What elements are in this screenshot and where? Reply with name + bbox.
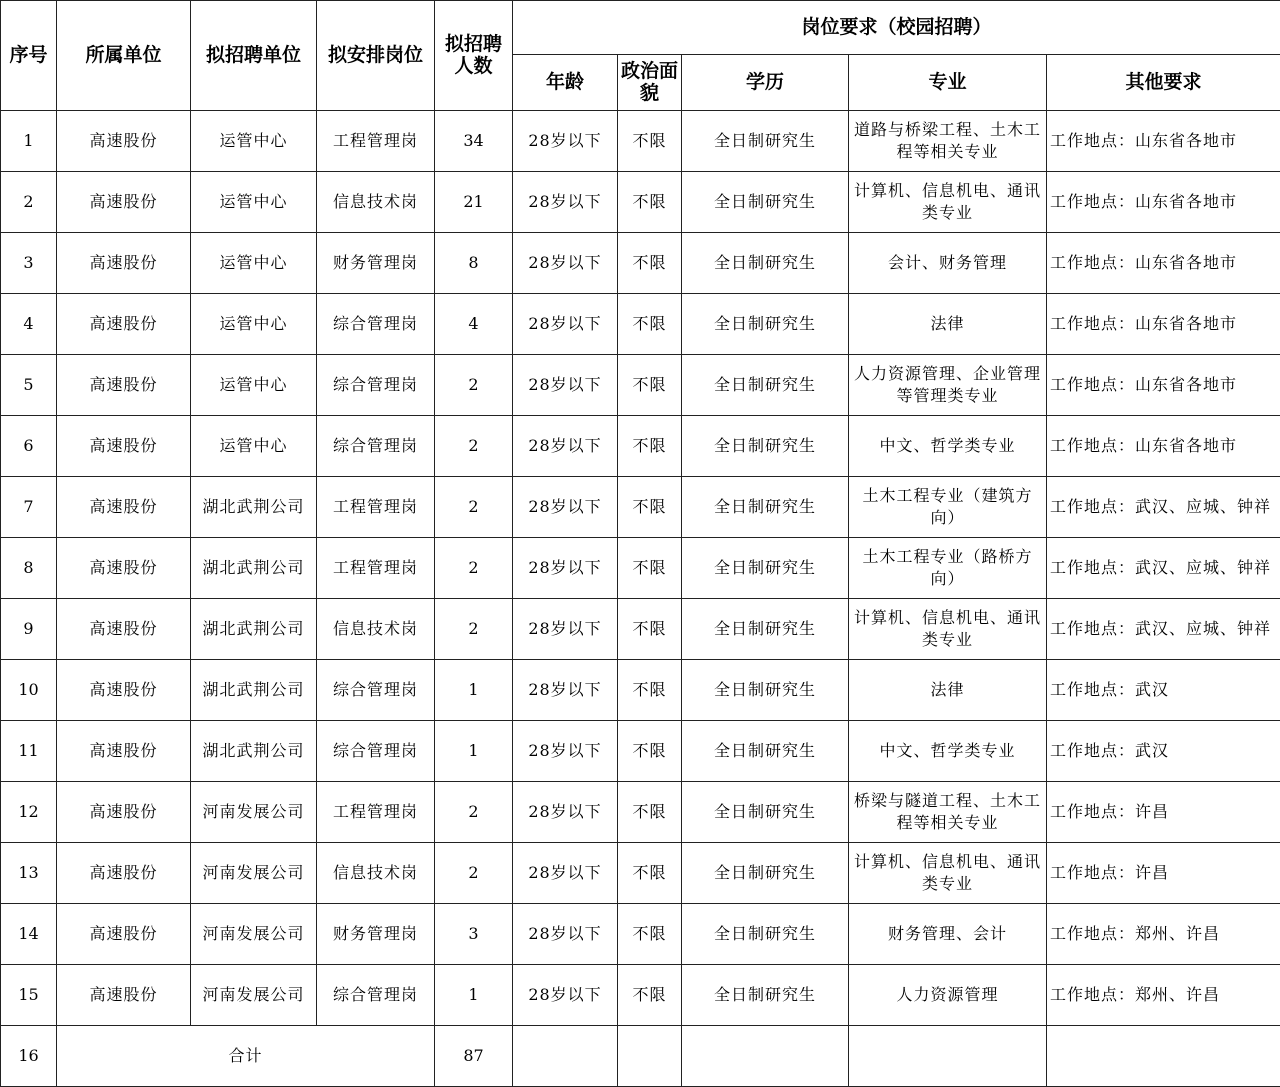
table-row	[1, 416, 1280, 477]
table-row	[1, 111, 1280, 172]
cell-other: 工作地点：山东省各地市	[1047, 111, 1280, 172]
cell-other: 工作地点：武汉、应城、钟祥	[1047, 477, 1280, 538]
cell-parent-unit: 高速股份	[57, 477, 191, 538]
cell-other: 工作地点：武汉、应城、钟祥	[1047, 538, 1280, 599]
cell-education: 全日制研究生	[682, 294, 849, 355]
cell-political-status: 不限	[618, 416, 682, 477]
header-count: 拟招聘人数	[435, 1, 513, 111]
cell-parent-unit: 高速股份	[57, 782, 191, 843]
cell-political-status: 不限	[618, 599, 682, 660]
cell-other: 工作地点：许昌	[1047, 843, 1280, 904]
cell-position: 综合管理岗	[317, 294, 435, 355]
cell-political-status: 不限	[618, 111, 682, 172]
cell-major: 会计、财务管理	[849, 233, 1047, 294]
cell-index: 9	[1, 599, 57, 660]
header-age: 年龄	[513, 55, 618, 111]
table-row	[1, 721, 1280, 782]
cell-age: 28岁以下	[513, 965, 618, 1026]
cell-parent-unit: 高速股份	[57, 965, 191, 1026]
cell-age: 28岁以下	[513, 782, 618, 843]
cell-index: 11	[1, 721, 57, 782]
cell-age: 28岁以下	[513, 843, 618, 904]
cell-hiring-unit: 运管中心	[191, 172, 317, 233]
cell-political-status: 不限	[618, 843, 682, 904]
cell-hiring-unit: 湖北武荆公司	[191, 477, 317, 538]
cell-count: 2	[435, 843, 513, 904]
cell-education: 全日制研究生	[682, 843, 849, 904]
cell-age: 28岁以下	[513, 172, 618, 233]
header-political-status: 政治面貌	[618, 55, 682, 111]
cell-position: 综合管理岗	[317, 355, 435, 416]
cell-count: 2	[435, 477, 513, 538]
cell-political-status: 不限	[618, 172, 682, 233]
cell-index: 6	[1, 416, 57, 477]
cell-education: 全日制研究生	[682, 538, 849, 599]
cell-age: 28岁以下	[513, 111, 618, 172]
table-row	[1, 172, 1280, 233]
cell-age: 28岁以下	[513, 416, 618, 477]
cell-parent-unit: 高速股份	[57, 721, 191, 782]
table-body	[1, 111, 1280, 1026]
cell-index: 3	[1, 233, 57, 294]
cell-count: 2	[435, 599, 513, 660]
total-count: 87	[435, 1026, 513, 1087]
cell-count: 8	[435, 233, 513, 294]
table-footer	[1, 1026, 1280, 1087]
cell-index: 12	[1, 782, 57, 843]
cell-hiring-unit: 运管中心	[191, 111, 317, 172]
cell-count: 3	[435, 904, 513, 965]
cell-count: 2	[435, 355, 513, 416]
cell-position: 财务管理岗	[317, 233, 435, 294]
cell-age: 28岁以下	[513, 904, 618, 965]
cell-major: 桥梁与隧道工程、土木工程等相关专业	[849, 782, 1047, 843]
cell-position: 信息技术岗	[317, 172, 435, 233]
cell-education: 全日制研究生	[682, 111, 849, 172]
cell-hiring-unit: 河南发展公司	[191, 904, 317, 965]
cell-age: 28岁以下	[513, 355, 618, 416]
cell-political-status: 不限	[618, 477, 682, 538]
cell-major: 计算机、信息机电、通讯类专业	[849, 172, 1047, 233]
cell-position: 工程管理岗	[317, 111, 435, 172]
cell-parent-unit: 高速股份	[57, 904, 191, 965]
table-row	[1, 660, 1280, 721]
total-row	[1, 1026, 1280, 1087]
cell-age: 28岁以下	[513, 599, 618, 660]
cell-education: 全日制研究生	[682, 233, 849, 294]
table-row	[1, 843, 1280, 904]
cell-parent-unit: 高速股份	[57, 660, 191, 721]
cell-political-status: 不限	[618, 660, 682, 721]
cell-age: 28岁以下	[513, 721, 618, 782]
cell-political-status: 不限	[618, 233, 682, 294]
cell-parent-unit: 高速股份	[57, 294, 191, 355]
cell-other: 工作地点：山东省各地市	[1047, 172, 1280, 233]
table-row	[1, 904, 1280, 965]
cell-age: 28岁以下	[513, 477, 618, 538]
cell-parent-unit: 高速股份	[57, 233, 191, 294]
cell-major: 中文、哲学类专业	[849, 721, 1047, 782]
header-index: 序号	[1, 1, 57, 111]
cell-hiring-unit: 运管中心	[191, 416, 317, 477]
cell-education: 全日制研究生	[682, 782, 849, 843]
table-row	[1, 965, 1280, 1026]
cell-major: 法律	[849, 294, 1047, 355]
cell-hiring-unit: 河南发展公司	[191, 843, 317, 904]
cell-hiring-unit: 湖北武荆公司	[191, 538, 317, 599]
cell-parent-unit: 高速股份	[57, 172, 191, 233]
table-header	[1, 1, 1280, 111]
cell-index: 4	[1, 294, 57, 355]
cell-other: 工作地点：山东省各地市	[1047, 416, 1280, 477]
cell-index: 8	[1, 538, 57, 599]
cell-parent-unit: 高速股份	[57, 538, 191, 599]
cell-major: 财务管理、会计	[849, 904, 1047, 965]
total-empty-cell	[849, 1026, 1047, 1087]
cell-index: 5	[1, 355, 57, 416]
cell-count: 1	[435, 965, 513, 1026]
table-row	[1, 355, 1280, 416]
cell-political-status: 不限	[618, 904, 682, 965]
table-row	[1, 782, 1280, 843]
cell-count: 1	[435, 660, 513, 721]
cell-age: 28岁以下	[513, 660, 618, 721]
cell-count: 4	[435, 294, 513, 355]
total-empty-cell	[618, 1026, 682, 1087]
cell-position: 综合管理岗	[317, 721, 435, 782]
cell-political-status: 不限	[618, 782, 682, 843]
header-major: 专业	[849, 55, 1047, 111]
cell-hiring-unit: 河南发展公司	[191, 965, 317, 1026]
cell-count: 34	[435, 111, 513, 172]
cell-parent-unit: 高速股份	[57, 355, 191, 416]
cell-position: 信息技术岗	[317, 843, 435, 904]
cell-index: 14	[1, 904, 57, 965]
cell-index: 1	[1, 111, 57, 172]
table-row	[1, 477, 1280, 538]
cell-education: 全日制研究生	[682, 904, 849, 965]
cell-education: 全日制研究生	[682, 416, 849, 477]
cell-education: 全日制研究生	[682, 355, 849, 416]
cell-other: 工作地点：山东省各地市	[1047, 294, 1280, 355]
header-hiring-unit: 拟招聘单位	[191, 1, 317, 111]
cell-position: 综合管理岗	[317, 965, 435, 1026]
cell-age: 28岁以下	[513, 233, 618, 294]
header-position: 拟安排岗位	[317, 1, 435, 111]
cell-parent-unit: 高速股份	[57, 599, 191, 660]
cell-parent-unit: 高速股份	[57, 416, 191, 477]
cell-other: 工作地点：郑州、许昌	[1047, 904, 1280, 965]
cell-hiring-unit: 湖北武荆公司	[191, 599, 317, 660]
cell-education: 全日制研究生	[682, 599, 849, 660]
cell-age: 28岁以下	[513, 294, 618, 355]
cell-count: 1	[435, 721, 513, 782]
table-row	[1, 599, 1280, 660]
cell-position: 综合管理岗	[317, 416, 435, 477]
cell-major: 中文、哲学类专业	[849, 416, 1047, 477]
total-empty-cell	[682, 1026, 849, 1087]
table-row	[1, 294, 1280, 355]
table-row	[1, 233, 1280, 294]
cell-position: 综合管理岗	[317, 660, 435, 721]
header-requirements-group: 岗位要求（校园招聘）	[513, 1, 1280, 55]
cell-education: 全日制研究生	[682, 477, 849, 538]
cell-other: 工作地点：山东省各地市	[1047, 355, 1280, 416]
cell-hiring-unit: 运管中心	[191, 355, 317, 416]
cell-position: 信息技术岗	[317, 599, 435, 660]
cell-position: 工程管理岗	[317, 538, 435, 599]
cell-hiring-unit: 湖北武荆公司	[191, 660, 317, 721]
total-empty-cell	[513, 1026, 618, 1087]
cell-count: 2	[435, 782, 513, 843]
cell-parent-unit: 高速股份	[57, 111, 191, 172]
cell-major: 人力资源管理、企业管理等管理类专业	[849, 355, 1047, 416]
cell-age: 28岁以下	[513, 538, 618, 599]
cell-index: 10	[1, 660, 57, 721]
cell-education: 全日制研究生	[682, 721, 849, 782]
cell-index: 2	[1, 172, 57, 233]
cell-political-status: 不限	[618, 721, 682, 782]
cell-major: 计算机、信息机电、通讯类专业	[849, 843, 1047, 904]
total-empty-cell	[1047, 1026, 1280, 1087]
cell-major: 计算机、信息机电、通讯类专业	[849, 599, 1047, 660]
cell-count: 2	[435, 416, 513, 477]
cell-major: 土木工程专业（路桥方向）	[849, 538, 1047, 599]
cell-education: 全日制研究生	[682, 172, 849, 233]
cell-hiring-unit: 运管中心	[191, 233, 317, 294]
header-education: 学历	[682, 55, 849, 111]
cell-other: 工作地点：武汉、应城、钟祥	[1047, 599, 1280, 660]
cell-major: 土木工程专业（建筑方向）	[849, 477, 1047, 538]
cell-major: 道路与桥梁工程、土木工程等相关专业	[849, 111, 1047, 172]
cell-index: 15	[1, 965, 57, 1026]
cell-index: 13	[1, 843, 57, 904]
cell-count: 2	[435, 538, 513, 599]
cell-political-status: 不限	[618, 538, 682, 599]
header-parent-unit: 所属单位	[57, 1, 191, 111]
total-row-index: 16	[1, 1026, 57, 1087]
cell-index: 7	[1, 477, 57, 538]
cell-major: 人力资源管理	[849, 965, 1047, 1026]
cell-other: 工作地点：武汉	[1047, 660, 1280, 721]
cell-education: 全日制研究生	[682, 965, 849, 1026]
cell-political-status: 不限	[618, 965, 682, 1026]
cell-position: 财务管理岗	[317, 904, 435, 965]
cell-hiring-unit: 河南发展公司	[191, 782, 317, 843]
cell-other: 工作地点：山东省各地市	[1047, 233, 1280, 294]
cell-position: 工程管理岗	[317, 477, 435, 538]
cell-hiring-unit: 湖北武荆公司	[191, 721, 317, 782]
header-other: 其他要求	[1047, 55, 1280, 111]
cell-other: 工作地点：许昌	[1047, 782, 1280, 843]
cell-parent-unit: 高速股份	[57, 843, 191, 904]
cell-political-status: 不限	[618, 355, 682, 416]
cell-other: 工作地点：郑州、许昌	[1047, 965, 1280, 1026]
cell-education: 全日制研究生	[682, 660, 849, 721]
cell-position: 工程管理岗	[317, 782, 435, 843]
cell-political-status: 不限	[618, 294, 682, 355]
total-label: 合计	[57, 1026, 435, 1087]
cell-major: 法律	[849, 660, 1047, 721]
table-row	[1, 538, 1280, 599]
cell-count: 21	[435, 172, 513, 233]
cell-hiring-unit: 运管中心	[191, 294, 317, 355]
cell-other: 工作地点：武汉	[1047, 721, 1280, 782]
